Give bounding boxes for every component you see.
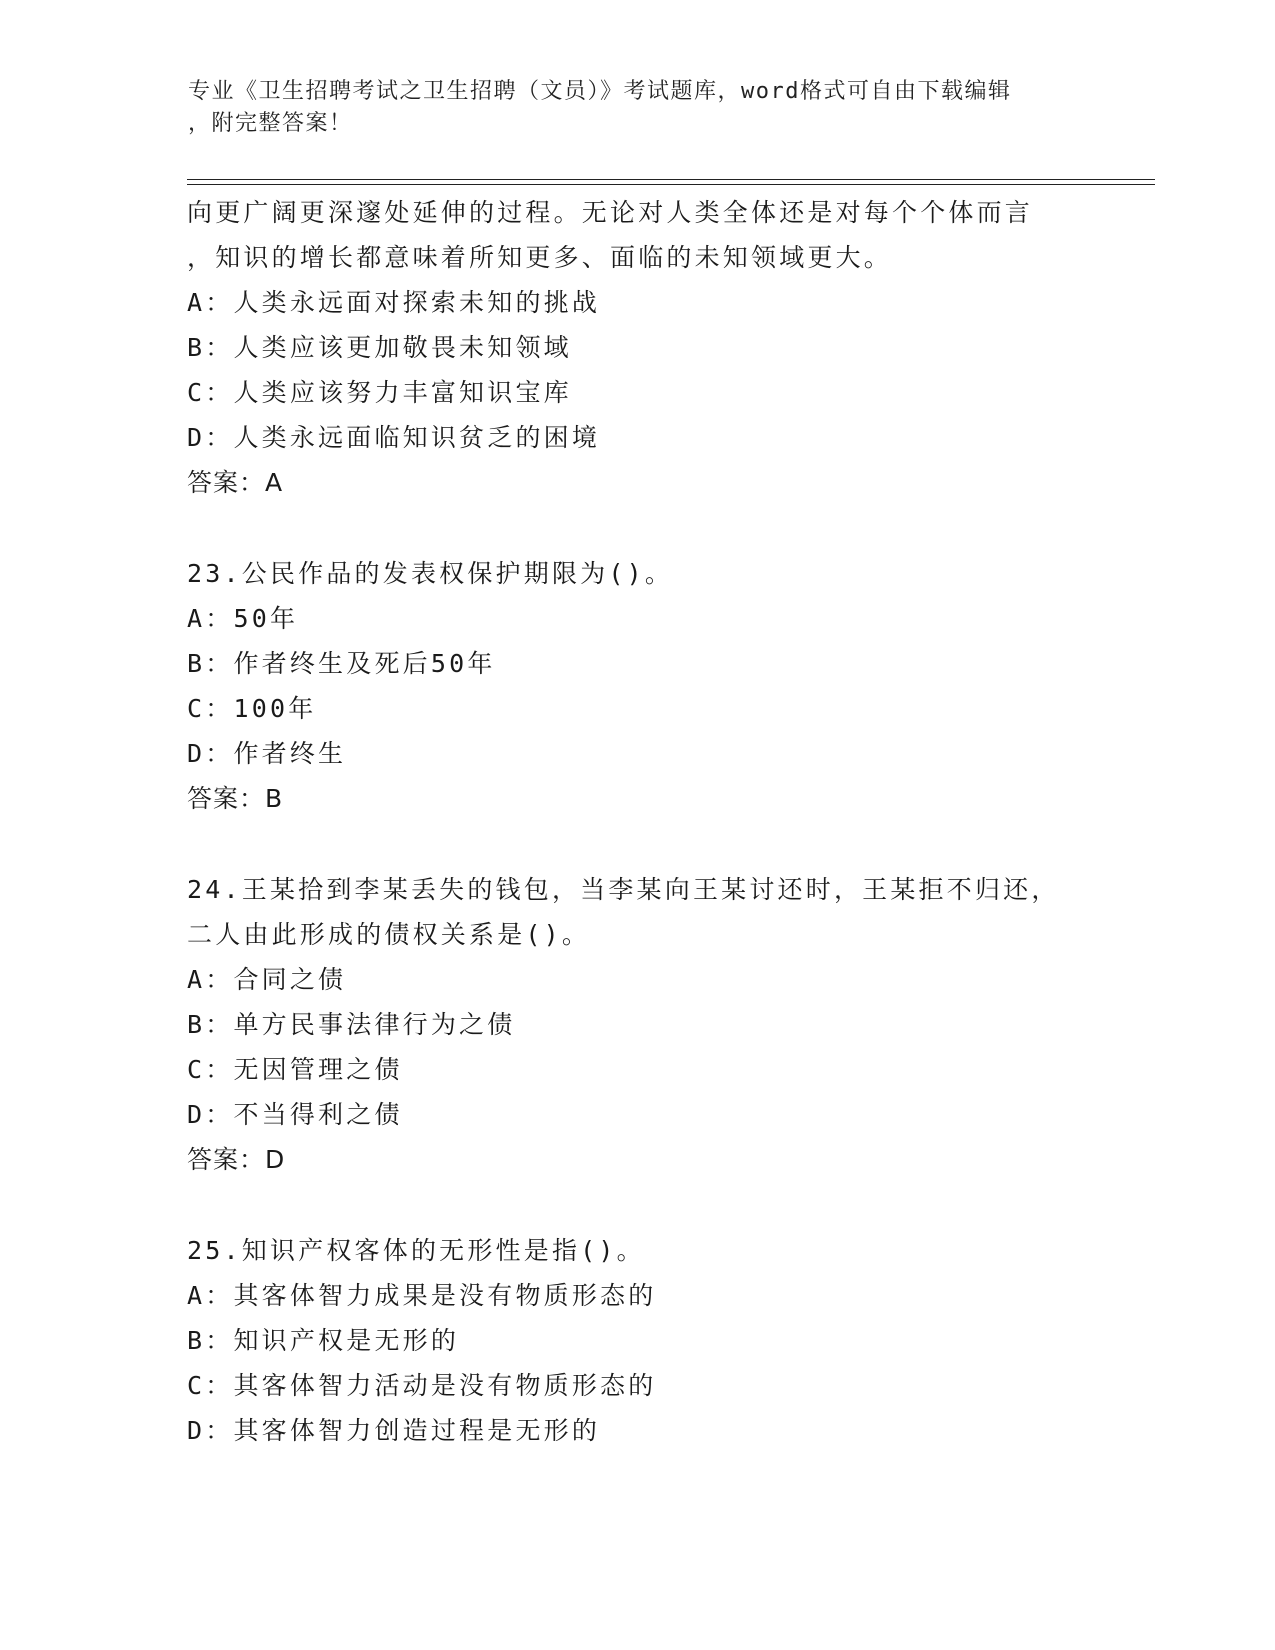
option-b: B：作者终生及死后50年	[187, 649, 496, 678]
option-a: A：合同之债	[187, 965, 347, 994]
header-divider-top	[187, 179, 1155, 180]
question-stem-continuation: 向更广阔更深邃处延伸的过程。无论对人类全体还是对每个个体而言	[187, 198, 1034, 227]
question-stem: 24.王某拾到李某丢失的钱包，当李某向王某讨还时，王某拒不归还，	[187, 875, 1060, 904]
document-header	[188, 76, 1068, 140]
question-24	[187, 867, 1087, 1182]
option-d: D：人类永远面临知识贫乏的困境	[187, 423, 601, 452]
spacer	[187, 821, 1087, 867]
question-content	[187, 190, 1087, 1453]
answer-line: 答案：D	[187, 1145, 286, 1174]
option-d: D：其客体智力创造过程是无形的	[187, 1416, 601, 1445]
question-stem: 23.公民作品的发表权保护期限为()。	[187, 559, 674, 588]
option-d: D：作者终生	[187, 739, 347, 768]
option-c: C：人类应该努力丰富知识宝库	[187, 378, 572, 407]
option-a: A：人类永远面对探索未知的挑战	[187, 288, 601, 317]
option-a: A：50年	[187, 604, 299, 633]
spacer	[187, 1182, 1087, 1228]
header-title-line-2: ，附完整答案！	[188, 111, 353, 136]
question-stem: 25.知识产权客体的无形性是指()。	[187, 1236, 645, 1265]
spacer	[187, 505, 1087, 551]
option-a: A：其客体智力成果是没有物质形态的	[187, 1281, 657, 1310]
option-c: C：无因管理之债	[187, 1055, 403, 1084]
question-23	[187, 551, 1087, 821]
option-c: C：其客体智力活动是没有物质形态的	[187, 1371, 657, 1400]
answer-line: 答案：B	[187, 784, 284, 813]
header-divider-bottom	[187, 184, 1155, 185]
question-stem-continuation: ，知识的增长都意味着所知更多、面临的未知领域更大。	[187, 243, 893, 272]
option-b: B：知识产权是无形的	[187, 1326, 460, 1355]
option-c: C：100年	[187, 694, 317, 723]
option-b: B：单方民事法律行为之债	[187, 1010, 516, 1039]
header-title-line-1: 专业《卫生招聘考试之卫生招聘（文员）》考试题库，word格式可自由下载编辑	[188, 79, 1012, 104]
option-d: D：不当得利之债	[187, 1100, 403, 1129]
question-stem: 二人由此形成的债权关系是()。	[187, 920, 591, 949]
option-b: B：人类应该更加敬畏未知领域	[187, 333, 572, 362]
question-22	[187, 190, 1087, 505]
question-25	[187, 1228, 1087, 1453]
answer-line: 答案：A	[187, 468, 284, 497]
